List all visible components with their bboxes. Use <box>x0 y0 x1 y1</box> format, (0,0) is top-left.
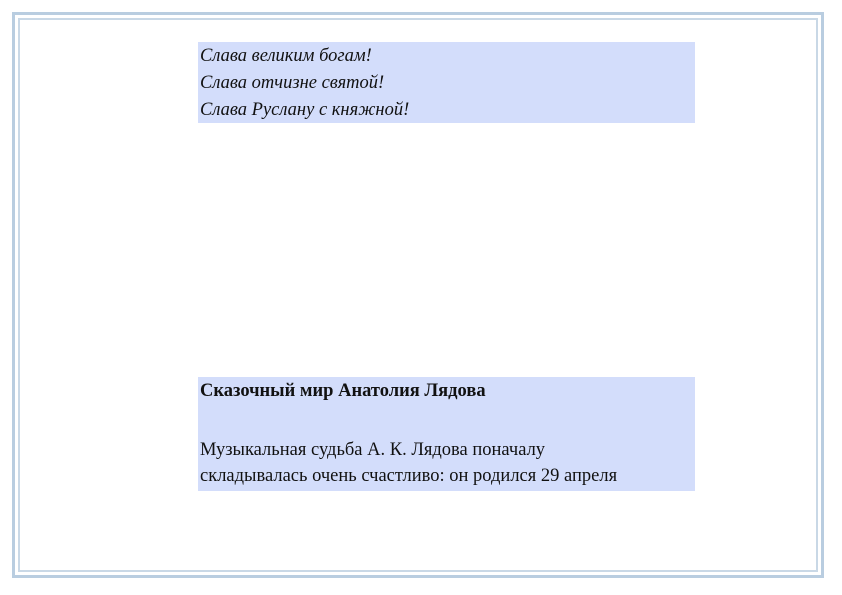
article-block <box>198 377 695 491</box>
paragraph-spacer <box>200 405 695 437</box>
poem-line: Слава отчизне святой! <box>200 73 385 93</box>
article-title: Сказочный мир Анатолия Лядова <box>200 381 486 401</box>
poem-block <box>198 42 695 123</box>
article-text-line: Музыкальная судьба А. К. Лядова поначалу <box>200 440 546 460</box>
article-text-line: складывалась очень счастливо: он родился 29 апреля <box>200 466 618 486</box>
poem-line: Слава Руслану с княжной! <box>200 100 410 120</box>
poem-line: Слава великим богам! <box>200 46 372 66</box>
